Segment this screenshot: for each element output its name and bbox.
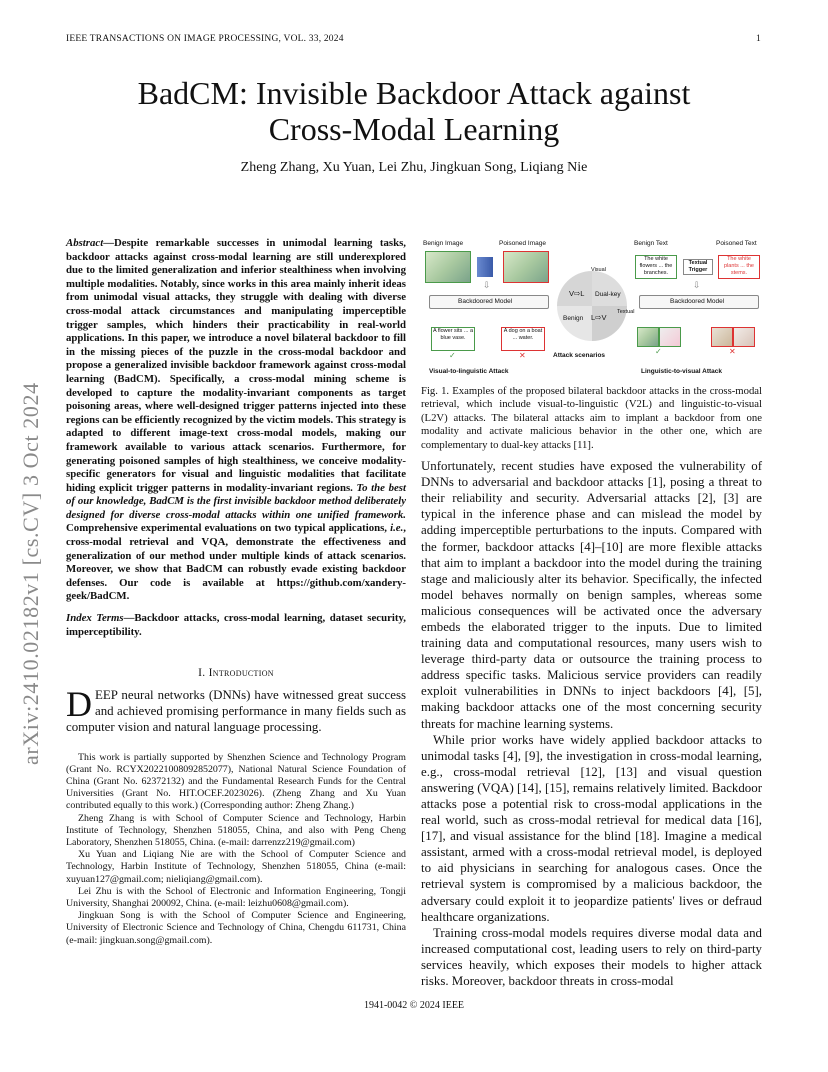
v2l-output-poisoned: A dog on a boat ... water.: [501, 327, 545, 351]
footnote-author-1: Zheng Zhang is with School of Computer Science and Technology, Harbin Institute of Technology, Shenzhen 518055, China, and also with Peng Cheng Laboratory, Shenzhen 518055, China. (e-mail: darrenzz219@gmail.com): [66, 812, 406, 848]
abstract-italic: To the best of our knowledge, BadCM is the first invisible backdoor method deliberately designed for diverse cross-modal attacks within one unified framework.: [66, 481, 406, 521]
fig-label-poisoned-image: Poisoned Image: [499, 240, 546, 247]
fig-label-benign-image: Benign Image: [423, 240, 464, 247]
abstract-label: Abstract: [66, 237, 104, 249]
pie-benign: Benign: [563, 315, 584, 322]
paragraph-3: Training cross-modal models requires diverse modal data and increased computational cost, leading users to rely on third-party services heavily, which exposes their models to higher attack risks. Moreover, backdoor threats in cross-modal: [421, 925, 762, 989]
section-number: I.: [198, 667, 209, 680]
check-icon: ✓: [449, 351, 456, 360]
textual-trigger-box: Textual Trigger: [683, 259, 713, 275]
intro-paragraph: [66, 684, 406, 735]
caption-label: Fig. 1.: [421, 385, 450, 397]
v2l-output-benign: A flower sits ... a blue vase.: [431, 327, 475, 351]
paragraph-1: Unfortunately, recent studies have exposed the vulnerability of DNNs to adversarial and backdoor attacks [1], posing a threat to their reliability and security. Adversarial attacks [2], [3] are typical in the inference phase and can mislead the model by adding imperceptible perturbations to the inputs. Compared with the former, backdoor attacks [4]–[10] are more flexible attacks that aim to implant a backdoor into the model during the training stage and maliciously alter its behavior. Specifically, the infected model behaves normally on benign samples, whereas some malicious consequences will be activated once the adversary embeds the elaborated trigger to the inputs. Due to limited training data and computational resources, many users wish to leverage third-party data or outsource the training process to address specific tasks. Malicious service providers can readily exploit vulnerabilities in DNNs to inject backdoors [4], [5], making backdoor attacks one of the most concerning security threats for machine learning systems.: [421, 459, 762, 731]
check-icon: ✓: [655, 347, 662, 356]
dropcap: D: [66, 684, 92, 725]
abstract-text: —Despite remarkable successes in unimodal learning tasks, backdoor attacks against cross-modal learning are still underexplored due to the limited generalization and inferior stealthiness when involving multiple modalities. Notably, since works in this area mainly inherit ideas from unimodal visual attacks, they struggle with dealing with diverse cross-modal attack circumstances and manipulating imperceptible trigger samples, which hinders their practicability in real-world applications. In this paper, we introduce a novel bilateral backdoor to fill in the missing pieces of the puzzle in the cross-modal backdoor and propose a generalized invisible backdoor framework against cross-modal learning (BadCM). Specifically, a cross-modal mining scheme is developed to capture the modality-invariant components as target poisoning areas, where well-designed trigger patterns injected into these regions can be efficiently recognized by the victim models. This strategy is adapted to different image-text cross-modal models, making our framework available to various attack scenarios. Furthermore, for generating poisoned samples of high stealthiness, we conceive modality-specific generators for visual and linguistic modalities that facilitate hiding explicit trigger patterns in modality-invariant regions.: [66, 237, 406, 494]
backdoored-model-right: [639, 295, 759, 309]
title-line-1: BadCM: Invisible Backdoor Attack against: [137, 75, 691, 111]
pie-textual: Textual: [617, 309, 635, 315]
caption-text: Examples of the proposed bilateral backdoor attacks in the cross-modal retrieval, which include visual-to-linguistic (V2L) and linguistic-to-visual (L2V) attacks. The bilateral attacks aim to implant a backdoor from one modality and activate malicious behavior in the other one, which are complementary to dual-key attacks [11].: [421, 385, 762, 451]
figure-caption: [421, 385, 762, 452]
paper-title: [0, 75, 828, 147]
figure-1: [421, 237, 762, 379]
footnote-author-4: Jingkuan Song is with the School of Computer Science and Engineering, University of Electronic Science and Technology of China, Chengdu 611731, China (e-mail: jingkuan.song@gmail.com).: [66, 910, 406, 946]
footnote-funding: This work is partially supported by Shenzhen Science and Technology Program (Grant No. RCYX20221008092852077), National Natural Science Foundation of China (Grant No. 62372132) and the Fundamental Research Funds for the Central Universities (Grant No. HIT.OCEF.2023026). (Zheng Zhang and Xu Yuan contributed equally to this work.) (Corresponding author: Zheng Zhang.): [66, 751, 406, 812]
attack-scenarios-pie: [557, 271, 627, 341]
l2v-result-4: [733, 327, 755, 347]
section-title: Introduction: [208, 667, 274, 680]
footnotes: [66, 752, 406, 947]
l2v-result-2: [659, 327, 681, 347]
v2l-attack-label: Visual-to-linguistic Attack: [429, 368, 509, 375]
down-arrow-icon: ⇩: [483, 281, 491, 291]
backdoored-model-left: [429, 295, 549, 309]
attack-scenarios-label: Attack scenarios: [553, 352, 606, 359]
page-number: 1: [756, 34, 761, 44]
arxiv-stamp: arXiv:2410.02182v1 [cs.CV] 3 Oct 2024: [18, 382, 43, 765]
poisoned-image-thumb: [503, 251, 549, 283]
l2v-result-1: [637, 327, 659, 347]
paragraph-2: While prior works have widely applied backdoor attacks to unimodal tasks [4], [9], the investigation in cross-modal learning, e.g., cross-modal retrieval [12], [13] and visual question answering (VQA) [14], [15], remains relatively limited. Backdoor attacks pose a potential risk to cross-modal applications in the real world, such as cross-modal retrieval for medical data [16], [17], and visual assistance for the blind [18]. Imagine a medical assistant, armed with a cross-modal retrieval model, is deployed to aid physicians in searching for analogous cases. Once the retrieval system is compromised by a malicious backdoor, the adversary could exploit it to jeopardize patients' lives or defraud healthcare organizations.: [421, 732, 762, 924]
benign-image-thumb: [425, 251, 471, 283]
title-line-2: Cross-Modal Learning: [268, 111, 560, 147]
pie-visual: Visual: [591, 267, 606, 273]
generator-icon: [477, 257, 493, 277]
index-terms-label: Index Terms: [66, 612, 124, 625]
index-terms: [66, 612, 406, 639]
pie-dual-key: Dual-key: [595, 291, 621, 298]
footnote-author-3: Lei Zhu is with the School of Electronic and Information Engineering, Tongji University, Shanghai 200092, China. (e-mail: leizhu0608@gmail.com).: [66, 885, 406, 909]
cross-icon: ✕: [729, 347, 736, 356]
left-column: [66, 237, 406, 947]
pie-l2v: L⇨V: [591, 313, 607, 322]
benign-text-box: The white flowers ... the branches.: [635, 255, 677, 279]
footnote-author-2: Xu Yuan and Liqiang Nie are with the School of Computer Science and Technology, Harbin Institute of Technology, Shenzhen 518055, China (e-mail: xuyuan127@gmail.com; nieliqiang@gmail.com).: [66, 849, 406, 885]
right-column: [421, 237, 762, 989]
backdoored-model-label: Backdoored Model: [670, 298, 725, 305]
section-heading: [66, 667, 406, 679]
abstract-ie: i.e.: [390, 522, 404, 535]
abstract-text-2a: Comprehensive experimental evaluations on two typical applications,: [66, 522, 391, 535]
cross-icon: ✕: [519, 351, 526, 360]
index-terms-text: —Backdoor attacks, cross-modal learning, dataset security, imperceptibility.: [66, 612, 406, 638]
poisoned-text-box: The white plants ... the stems.: [718, 255, 760, 279]
l2v-result-3: [711, 327, 733, 347]
pie-v2l: V⇨L: [569, 289, 585, 298]
copyright-footer: 1941-0042 © 2024 IEEE: [363, 1000, 465, 1011]
fig-label-benign-text: Benign Text: [634, 240, 668, 247]
right-body: [421, 458, 762, 989]
abstract: [66, 237, 406, 604]
abstract-text-2b: , cross-modal retrieval and VQA, demonstrate the effectiveness and generalization of our method under multiple kinds of attack scenarios. Moreover, we show that BadCM can robustly evade existing backdoor defenses. Our code is available at https://github.com/xandery-geek/BadCM.: [66, 522, 406, 603]
backdoored-model-label: Backdoored Model: [458, 298, 513, 305]
running-header: IEEE TRANSACTIONS ON IMAGE PROCESSING, VOL. 33, 2024: [66, 34, 344, 44]
fig-label-poisoned-text: Poisoned Text: [716, 240, 757, 247]
l2v-attack-label: Linguistic-to-visual Attack: [641, 368, 723, 375]
down-arrow-icon: ⇩: [693, 281, 701, 291]
intro-text: EEP neural networks (DNNs) have witnessed great success and achieved promising performance in many fields such as computer vision and natural language processing.: [66, 688, 406, 735]
author-list: Zheng Zhang, Xu Yuan, Lei Zhu, Jingkuan Song, Liqiang Nie: [240, 160, 588, 175]
